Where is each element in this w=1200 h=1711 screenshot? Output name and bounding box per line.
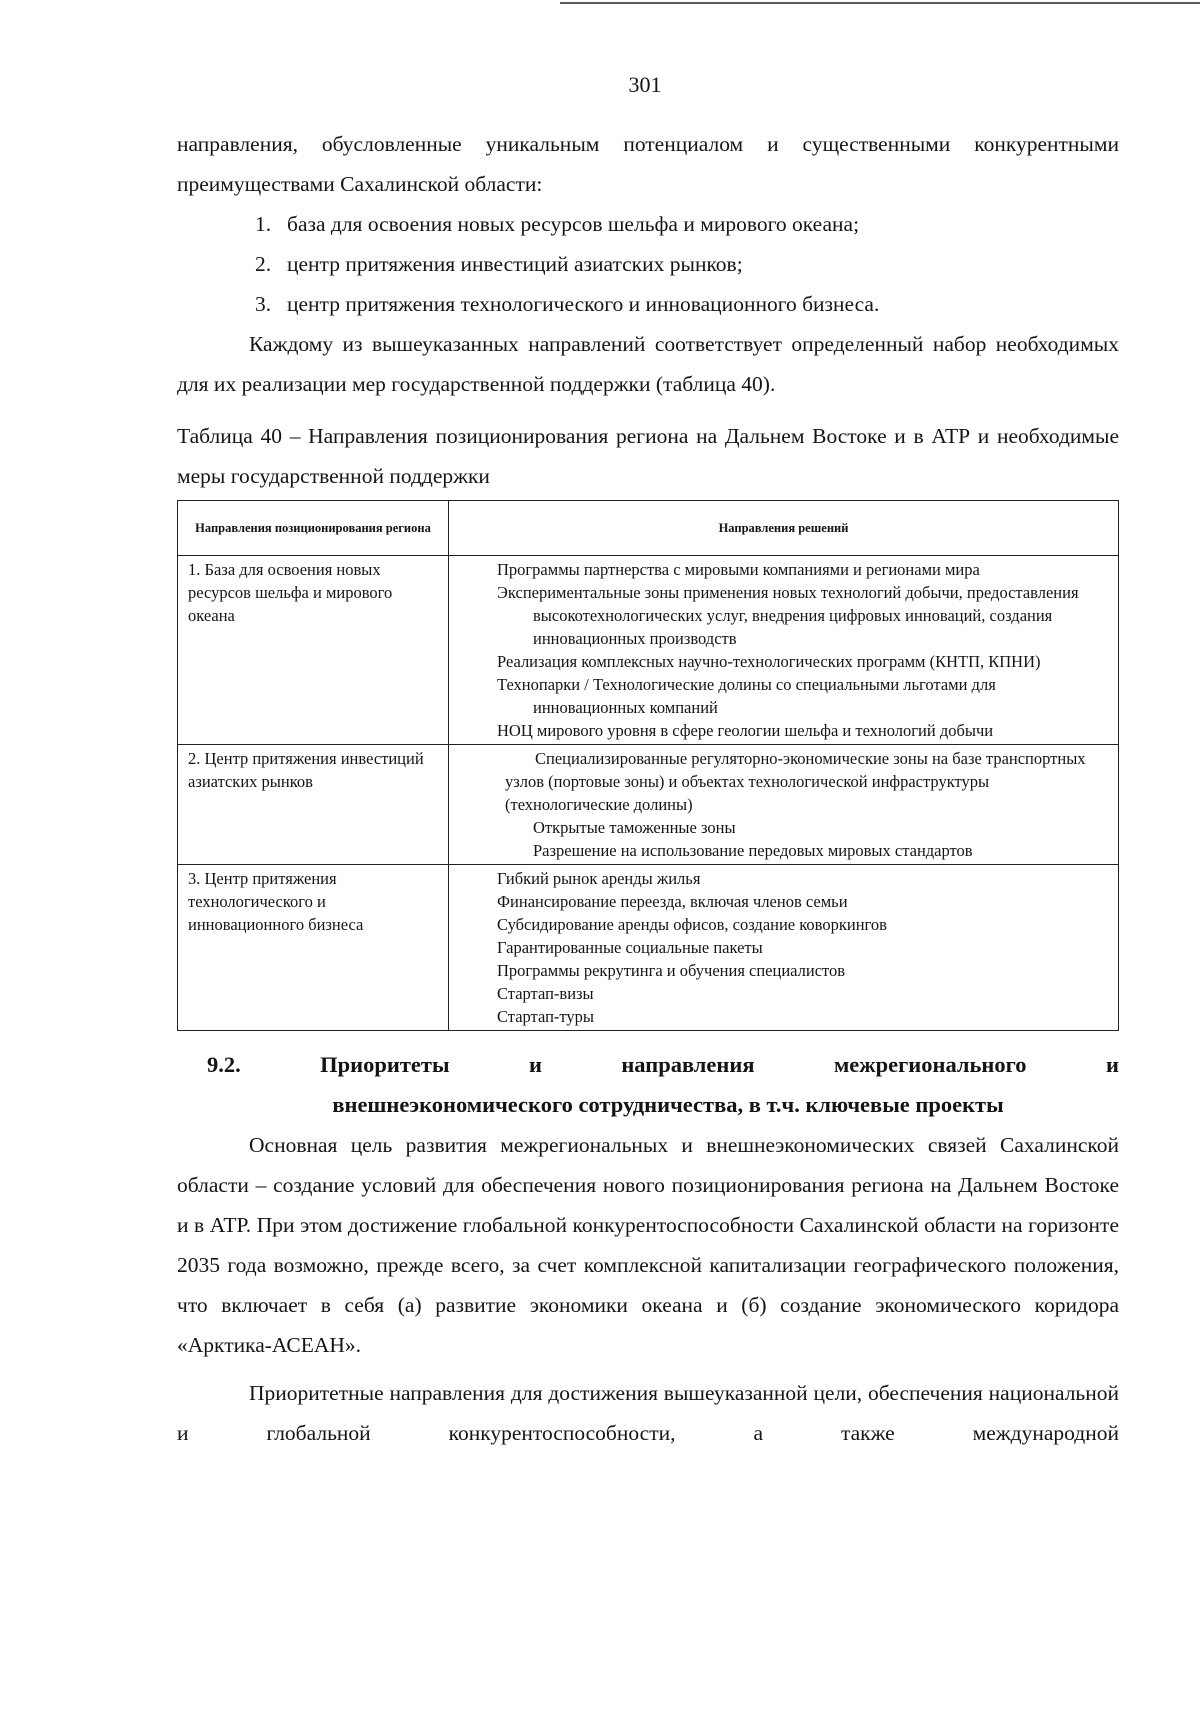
solution-item: Экспериментальные зоны применения новых технологий добычи, предоставления высокотехнологических услуг, внедрения цифровых инноваций, создания инновационных производств [497, 583, 1079, 648]
solutions-cell [449, 556, 1119, 745]
table-row [178, 865, 1119, 1031]
solution-item: Разрешение на использование передовых мировых стандартов [533, 841, 973, 860]
solution-item: Финансирование переезда, включая членов семьи [497, 892, 848, 911]
solution-item: Стартап-туры [497, 1007, 594, 1026]
solution-item: НОЦ мирового уровня в сфере геологии шельфа и технологий добычи [497, 721, 994, 740]
solution-item: Технопарки / Технологические долины со специальными льготами для инновационных компаний [497, 675, 996, 717]
top-border-line [560, 2, 1200, 4]
section-heading [177, 1045, 1119, 1125]
solution-item: Программы рекрутинга и обучения специалистов [497, 961, 846, 980]
direction-cell: 2. Центр притяжения инвестиций азиатских рынков [178, 745, 449, 865]
solution-item: Гарантированные социальные пакеты [497, 938, 763, 957]
solution-item: Субсидирование аренды офисов, создание коворкингов [497, 915, 887, 934]
solutions-cell [449, 745, 1119, 865]
section-title-word: межрегионального [833, 1052, 1027, 1077]
directions-list [177, 204, 1119, 324]
page-number: 301 [628, 72, 662, 97]
column-header-direction: Направления позиционирования региона [178, 501, 449, 556]
table-row [178, 556, 1119, 745]
column-header-solutions: Направления решений [449, 501, 1119, 556]
solution-item: Реализация комплексных научно-технологических программ (КНТП, КПНИ) [497, 652, 1041, 671]
table-row [178, 745, 1119, 865]
section-title-word: направления [621, 1052, 755, 1077]
list-item: 3. центр притяжения технологического и инновационного бизнеса. [255, 292, 880, 316]
section-title-word: Приоритеты [320, 1052, 450, 1077]
list-item: 1. база для освоения новых ресурсов шельфа и мирового океана; [255, 212, 860, 236]
section-title-word: и [1105, 1052, 1119, 1077]
list-item: 2. центр притяжения инвестиций азиатских рынков; [255, 252, 743, 276]
section-title-word: и [528, 1052, 542, 1077]
priority-paragraph: Приоритетные направления для достижения вышеуказанной цели, обеспечения национальной и глобальной конкурентоспособности, а также международной [177, 1381, 1119, 1445]
table-header-row [178, 501, 1119, 556]
solution-item: Программы партнерства с мировыми компаниями и регионами мира [497, 560, 980, 579]
goal-paragraph: Основная цель развития межрегиональных и внешнеэкономических связей Сахалинской области – создание условий для обеспечения нового позиционирования региона на Дальнем Востоке и в АТР. При этом достижение глобальной конкурентоспособности Сахалинской области на горизонте 2035 года возможно, прежде всего, за счет комплексной капитализации географического положения, что включает в себя (а) развитие экономики океана и (б) создание экономического коридора «Арктика-АСЕАН». [177, 1133, 1119, 1357]
solutions-cell [449, 865, 1119, 1031]
solution-item: Открытые таможенные зоны [533, 818, 736, 837]
table-caption: Таблица 40 – Направления позиционирования региона на Дальнем Востоке и в АТР и необходимые меры государственной поддержки [177, 424, 1119, 488]
intro-paragraph: направления, обусловленные уникальным потенциалом и существенными конкурентными преимуществами Сахалинской области: [177, 132, 1119, 196]
solution-item: Гибкий рынок аренды жилья [497, 869, 701, 888]
solution-item: Стартап-визы [497, 984, 594, 1003]
direction-cell: 1. База для освоения новых ресурсов шельфа и мирового океана [178, 556, 449, 745]
section-heading-line1 [177, 1045, 1119, 1085]
measures-table [177, 500, 1119, 1031]
direction-cell: 3. Центр притяжения технологического и инновационного бизнеса [178, 865, 449, 1031]
section-heading-line2: внешнеэкономического сотрудничества, в т.ч. ключевые проекты [332, 1092, 1004, 1117]
measures-paragraph: Каждому из вышеуказанных направлений соответствует определенный набор необходимых для их реализации мер государственной поддержки (таблица 40). [177, 332, 1119, 396]
document-body [177, 124, 1119, 1453]
section-number: 9.2. [207, 1052, 241, 1077]
solution-item: Специализированные регуляторно-экономические зоны на базе транспортных узлов (портовые зоны) и объектах технологической инфраструктуры (технологические долины) [505, 749, 1086, 814]
